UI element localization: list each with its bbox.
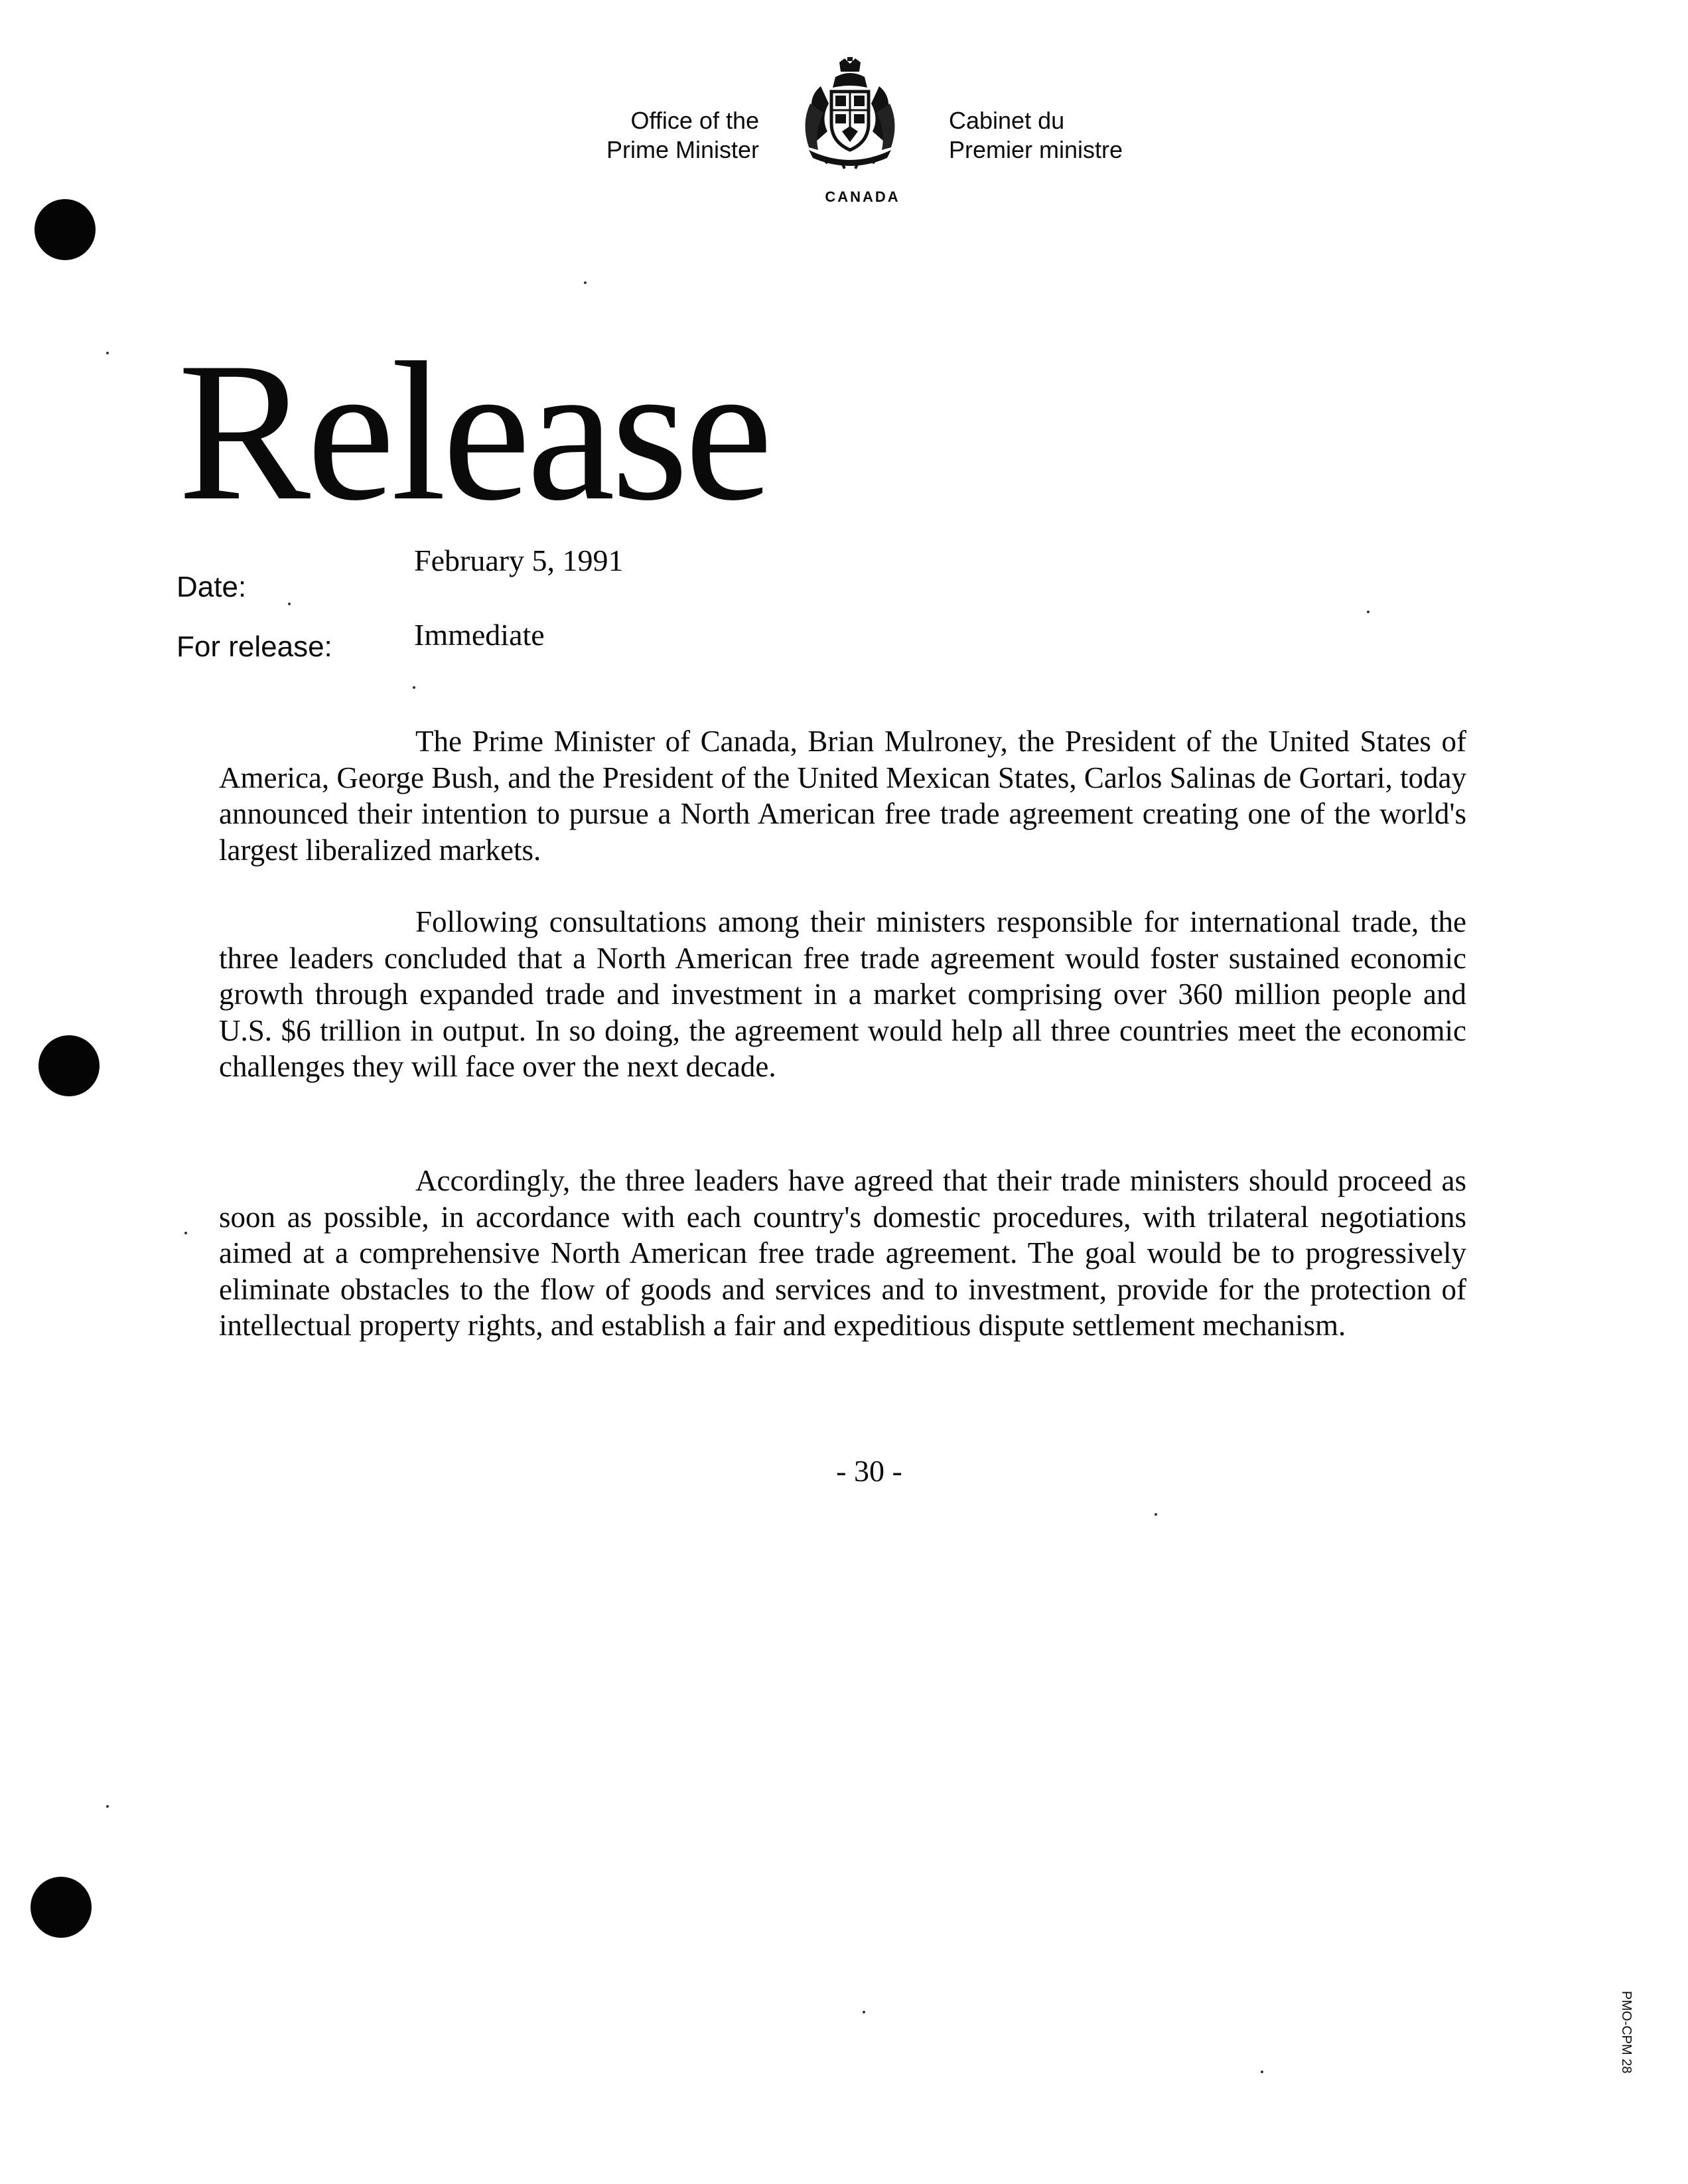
country-label: CANADA [825, 188, 900, 205]
form-code: PMO-CPM 28 [1619, 1991, 1634, 2074]
release-label: For release: [176, 630, 332, 663]
date-value: February 5, 1991 [414, 544, 624, 577]
office-name-english [606, 106, 759, 165]
canada-coat-of-arms-icon [801, 57, 899, 170]
scan-speck [1367, 611, 1370, 613]
document-title: Release [178, 321, 769, 542]
scan-speck [1261, 2071, 1263, 2073]
punch-hole-top [35, 199, 96, 260]
date-label: Date: [176, 571, 247, 603]
scan-speck [106, 1805, 109, 1808]
release-value: Immediate [414, 618, 545, 652]
body-paragraph-1: The Prime Minister of Canada, Brian Mulroney, the President of the United States of America, George Bush, and the President of the United Mexican States, Carlos Salinas de Gortari, today announced their intention to pursue a North American free trade agreement creating one of the world's largest liberalized markets. [219, 725, 1466, 867]
body-paragraph-3: Accordingly, the three leaders have agreed that their trade ministers should proceed as soon as possible, in accordance with each country's domestic procedures, with trilateral negotiations aimed at a comprehensive North American free trade agreement. The goal would be to progressively eliminate obstacles to the flow of goods and services and to investment, provide for the protection of intellectual property rights, and establish a fair and expeditious dispute settlement mechanism. [219, 1164, 1466, 1342]
office-english-line-2: Prime Minister [606, 136, 759, 163]
scan-speck [1155, 1513, 1157, 1516]
end-marker: - 30 - [836, 1454, 902, 1488]
office-french-line-2: Premier ministre [949, 136, 1123, 163]
scan-speck [584, 281, 587, 284]
office-french-line-1: Cabinet du [949, 107, 1065, 134]
office-name-french [949, 106, 1123, 165]
scan-speck [288, 603, 291, 605]
body-paragraph-2: Following consultations among their ministers responsible for international trade, the three leaders concluded that a North American free trade agreement would foster sustained economic growth through expanded trade and investment in a market comprising over 360 million people and U.S. $6 trillion in output. In so doing, the agreement would help all three countries meet the economic challenges they will face over the next decade. [219, 905, 1466, 1083]
punch-hole-bottom [31, 1877, 92, 1938]
scan-speck [106, 352, 109, 354]
scan-speck [863, 2011, 865, 2013]
punch-hole-middle [38, 1035, 100, 1096]
office-english-line-1: Office of the [630, 107, 759, 134]
scan-speck [413, 686, 415, 689]
scan-speck [184, 1232, 187, 1234]
